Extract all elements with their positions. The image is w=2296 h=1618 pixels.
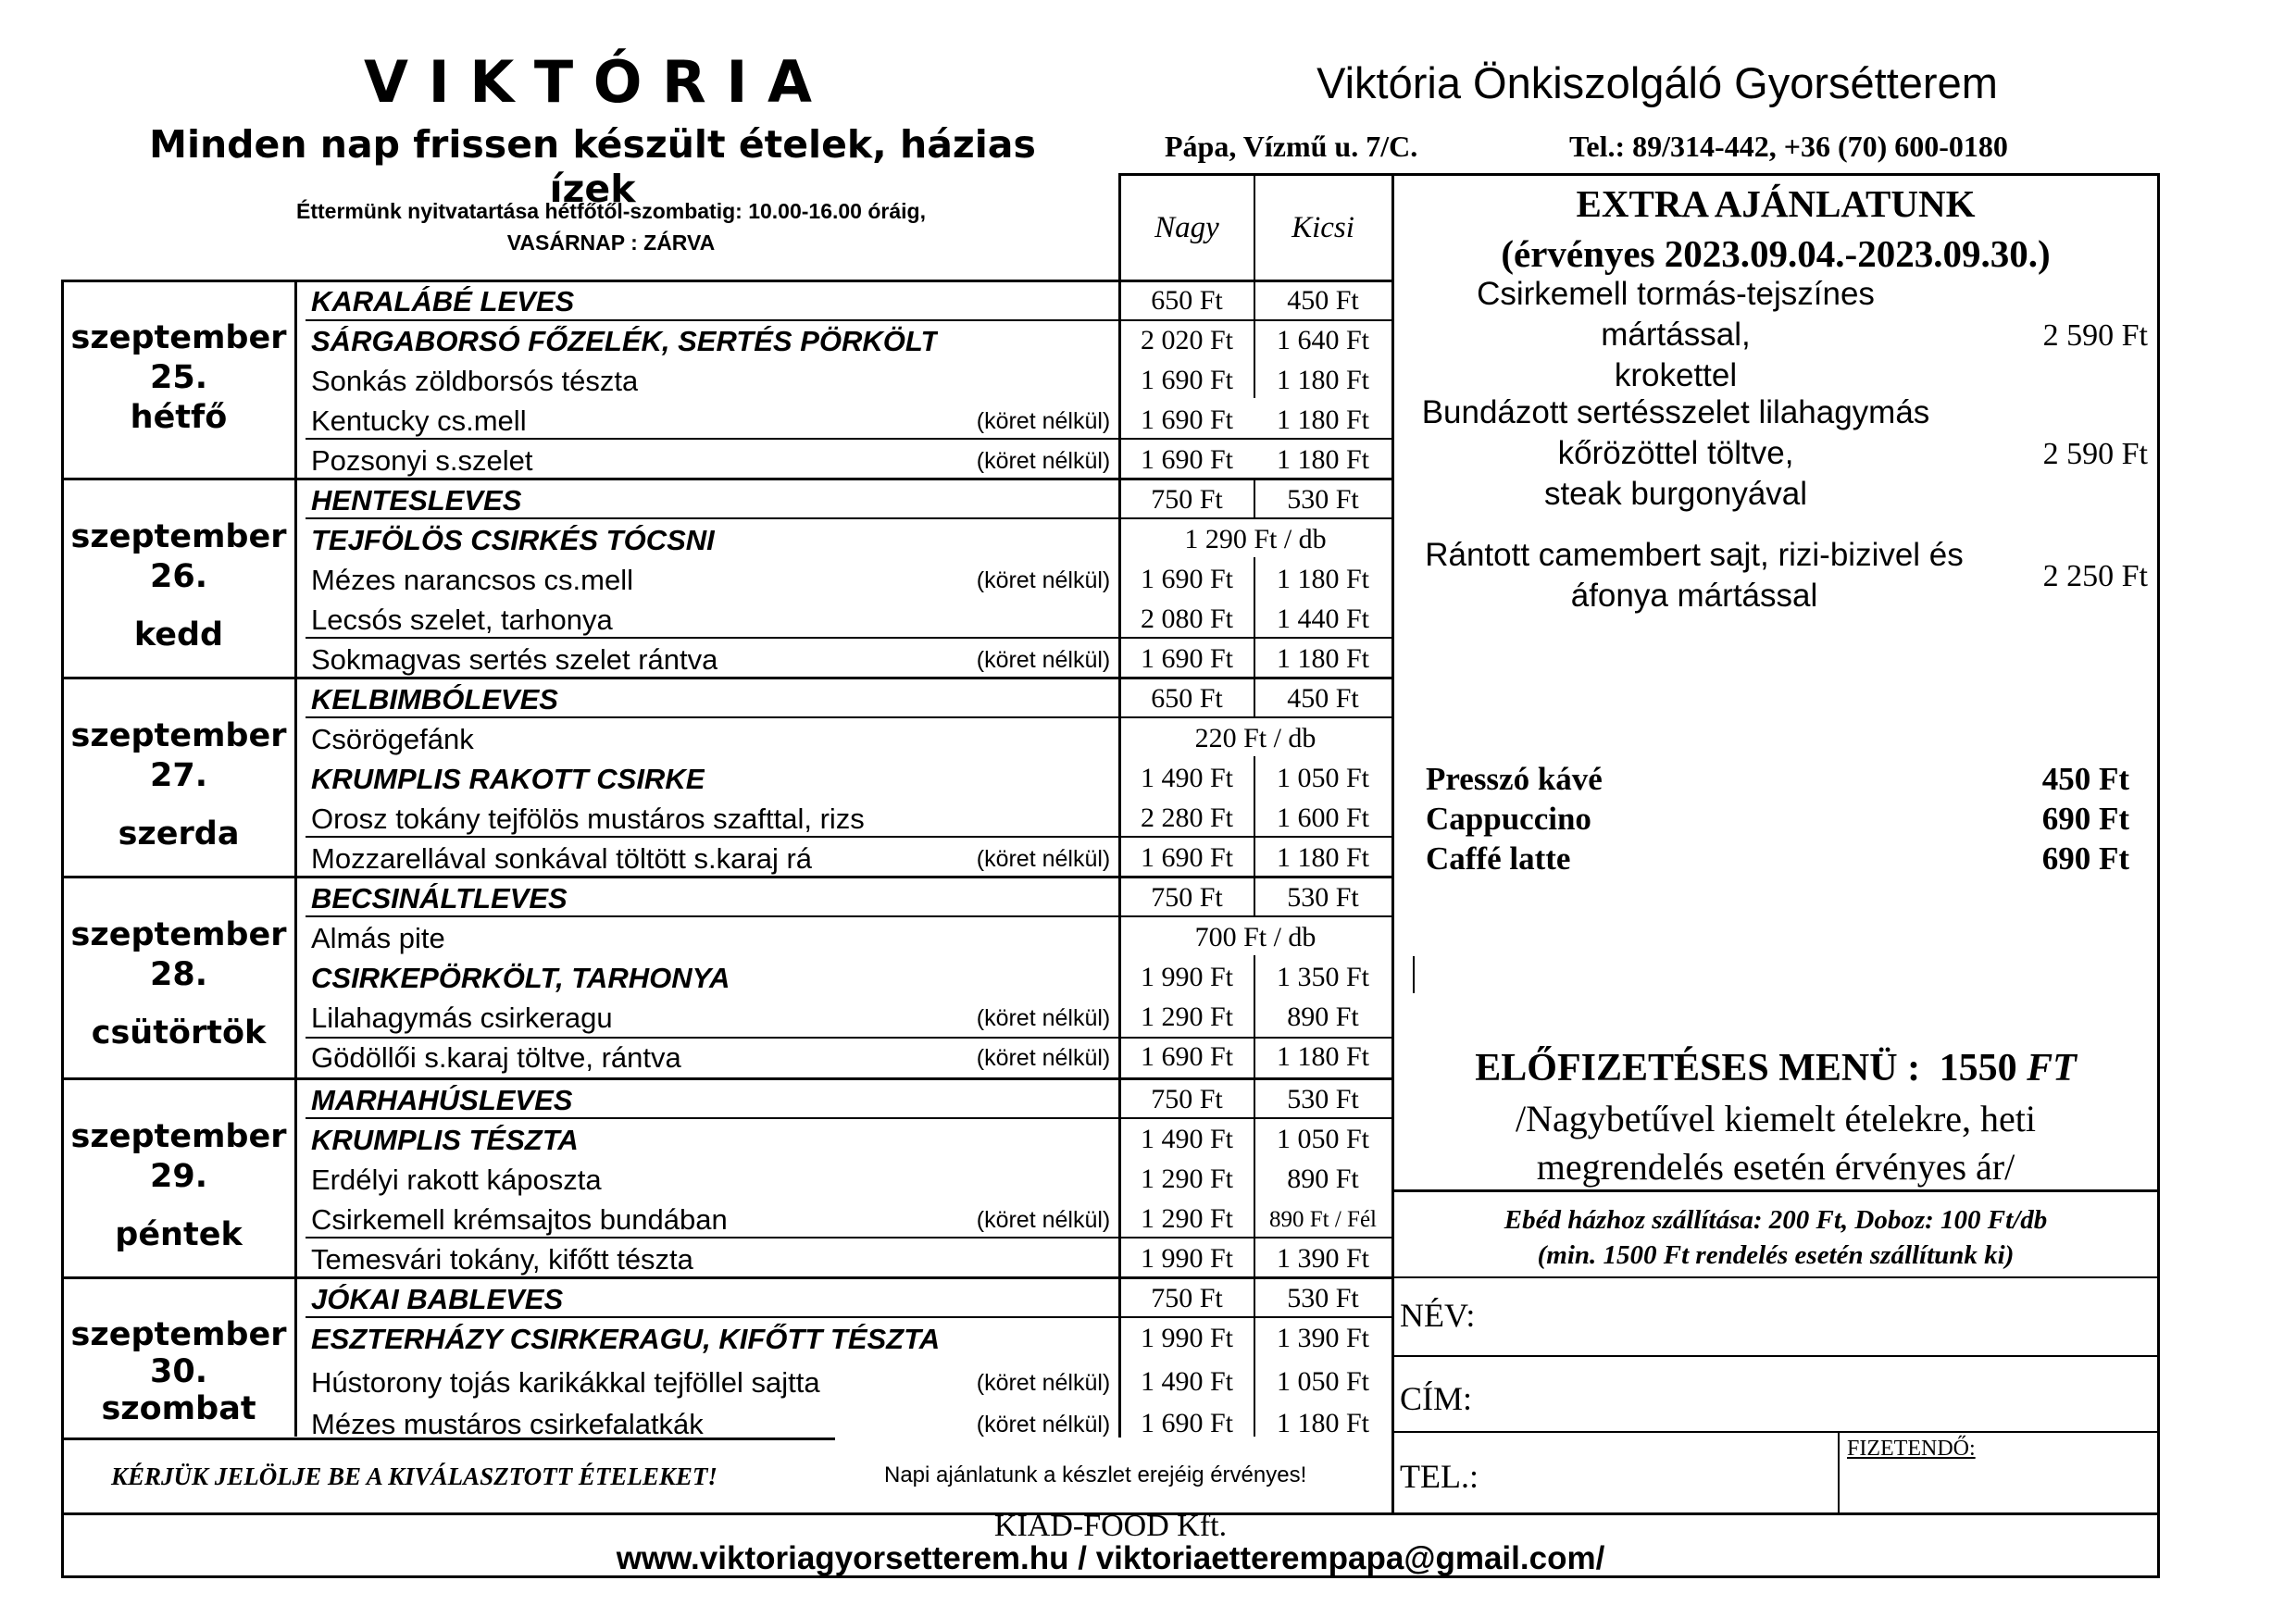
price-large: 1 990 Ft xyxy=(1140,962,1234,992)
day-weekday: szombat xyxy=(101,1390,256,1427)
opening-hours-line1: Éttermünk nyitvatartása hétfőtől-szombatig: 10.00-16.00 óráig, xyxy=(296,199,926,223)
menu-item-row[interactable] xyxy=(296,958,1391,998)
side-dish-note: (köret nélkül) xyxy=(976,846,1111,872)
price-small: 1 180 Ft xyxy=(1276,404,1370,435)
side-dish-note: (köret nélkül) xyxy=(976,448,1111,474)
delivery-info: (min. 1500 Ft rendelés esetén szállítunk ki) xyxy=(1537,1240,2015,1270)
day-label-friday xyxy=(63,1117,294,1255)
price-large: 750 Ft xyxy=(1151,1084,1223,1114)
dish-name: ESZTERHÁZY CSIRKERAGU, KIFŐTT TÉSZTA xyxy=(311,1323,941,1355)
price-large: 1 490 Ft xyxy=(1140,763,1234,793)
price-small: 890 Ft xyxy=(1287,1002,1359,1032)
price-small: 1 050 Ft xyxy=(1276,1366,1370,1397)
dish-name: Kentucky cs.mell xyxy=(311,404,527,437)
drink-name: Caffé latte xyxy=(1426,840,1571,877)
drink-name: Cappuccino xyxy=(1426,801,1591,837)
price-per-piece: 1 290 Ft / db xyxy=(1184,524,1327,554)
price-large: 1 290 Ft xyxy=(1140,1164,1234,1194)
day-label-monday xyxy=(63,318,294,438)
dish-name: CSIRKEPÖRKÖLT, TARHONYA xyxy=(311,962,730,994)
dish-name: Gödöllői s.karaj töltve, rántva xyxy=(311,1041,681,1074)
drink-item[interactable] xyxy=(1426,799,2129,839)
name-field-label[interactable]: NÉV: xyxy=(1400,1297,1476,1334)
brand-title: V I K T Ó R I A xyxy=(364,48,812,116)
price-large: 1 690 Ft xyxy=(1140,404,1234,435)
menu-item-row[interactable] xyxy=(296,1319,1391,1359)
price-large: 1 690 Ft xyxy=(1140,643,1234,674)
menu-item-row[interactable] xyxy=(296,441,1391,480)
address-field-label[interactable]: CÍM: xyxy=(1400,1380,1473,1417)
dish-name: HENTESLEVES xyxy=(311,484,522,517)
price-small: 450 Ft xyxy=(1287,683,1359,714)
dish-name: Erdélyi rakott káposzta xyxy=(311,1164,602,1196)
phone-field-label[interactable]: TEL.: xyxy=(1400,1458,1479,1495)
dish-name: Temesvári tokány, kifőtt tészta xyxy=(311,1243,693,1276)
dish-name: KARALÁBÉ LEVES xyxy=(311,285,575,317)
price-per-piece: 220 Ft / db xyxy=(1194,723,1316,753)
day-label-saturday xyxy=(63,1316,294,1427)
dish-name: Mézes mustáros csirkefalatkák xyxy=(311,1408,704,1440)
extra-offer[interactable] xyxy=(1398,276,2148,398)
menu-item-row[interactable] xyxy=(296,1080,1391,1120)
mark-request: KÉRJÜK JELÖLJE BE A KIVÁLASZTOTT ÉTELEKET! xyxy=(111,1462,718,1490)
price-large: 1 690 Ft xyxy=(1140,444,1234,475)
price-large: 2 280 Ft xyxy=(1140,803,1234,833)
drink-name: Presszó kávé xyxy=(1426,761,1603,797)
price-large: 1 490 Ft xyxy=(1140,1366,1234,1397)
stock-note: Napi ajánlatunk a készlet erejéig érvényes! xyxy=(884,1462,1307,1487)
day-date: 25. xyxy=(149,359,207,396)
side-dish-note: (köret nélkül) xyxy=(976,1412,1111,1438)
price-large: 1 690 Ft xyxy=(1140,842,1234,873)
day-date: 27. xyxy=(149,757,207,794)
menu-item-row[interactable] xyxy=(296,1404,1391,1444)
price-small: 1 050 Ft xyxy=(1276,1124,1370,1154)
dish-name: Csörögefánk xyxy=(311,723,474,755)
subscription-note: /Nagybetűvel kiemelt ételekre, heti xyxy=(1516,1098,2036,1139)
opening-hours-line2: VASÁRNAP : ZÁRVA xyxy=(506,230,716,255)
price-large: 750 Ft xyxy=(1151,484,1223,515)
dish-name: Mozzarellával sonkával töltött s.karaj rá xyxy=(311,842,813,875)
subscription-unit: FT xyxy=(2027,1047,2077,1089)
price-small: 1 350 Ft xyxy=(1276,962,1370,992)
extra-validity: (érvényes 2023.09.04.-2023.09.30.) xyxy=(1501,232,2051,275)
price-large: 2 080 Ft xyxy=(1140,604,1234,634)
dish-name: Lecsós szelet, tarhonya xyxy=(311,604,613,636)
day-month: szeptember xyxy=(70,319,287,356)
dish-name: Hústorony tojás karikákkal tejföllel sajtta xyxy=(311,1366,820,1399)
dish-name: Lilahagymás csirkeragu xyxy=(311,1002,613,1034)
subscription-note: megrendelés esetén érvényes ár/ xyxy=(1536,1146,2015,1188)
menu-item-row[interactable] xyxy=(296,1120,1391,1160)
dish-name: KRUMPLIS RAKOTT CSIRKE xyxy=(311,763,705,795)
day-month: szeptember xyxy=(70,717,287,754)
dish-name: Mézes narancsos cs.mell xyxy=(311,564,634,596)
price-per-piece: 700 Ft / db xyxy=(1194,922,1316,952)
drink-item[interactable] xyxy=(1426,759,2129,799)
price-large: 1 290 Ft xyxy=(1140,1002,1234,1032)
payable-field-label[interactable]: FIZETENDŐ: xyxy=(1847,1437,1976,1461)
menu-item-row[interactable] xyxy=(296,640,1391,679)
day-date: 26. xyxy=(149,558,207,595)
price-large: 1 490 Ft xyxy=(1140,1124,1234,1154)
dish-name: Almás pite xyxy=(311,922,445,954)
side-dish-note: (köret nélkül) xyxy=(976,408,1111,434)
menu-item-row[interactable] xyxy=(296,918,1391,958)
extra-title: EXTRA AJÁNLATUNK xyxy=(1576,182,1976,225)
extra-offer-line: Csirkemell tormás-tejszínes xyxy=(1477,276,1875,312)
drink-price: 690 Ft xyxy=(2041,840,2129,877)
day-date: 30. xyxy=(149,1353,207,1390)
price-small: 1 180 Ft xyxy=(1276,365,1370,395)
dish-name: MARHAHÚSLEVES xyxy=(311,1084,573,1116)
price-small: 1 180 Ft xyxy=(1276,842,1370,873)
menu-item-row[interactable] xyxy=(296,560,1391,600)
price-large: 2 020 Ft xyxy=(1140,325,1234,355)
menu-item-row[interactable] xyxy=(296,799,1391,839)
menu-item-row[interactable] xyxy=(296,1160,1391,1200)
phone: Tel.: 89/314-442, +36 (70) 600-0180 xyxy=(1569,130,2008,163)
side-dish-note: (köret nélkül) xyxy=(976,1370,1111,1396)
price-large: 650 Ft xyxy=(1151,683,1223,714)
dish-name: Sokmagvas sertés szelet rántva xyxy=(311,643,718,676)
menu-item-row[interactable] xyxy=(296,719,1391,759)
dish-name: TEJFÖLÖS CSIRKÉS TÓCSNI xyxy=(311,524,715,556)
column-header-nagy: Nagy xyxy=(1154,211,1219,244)
subscription-title xyxy=(1394,1046,2157,1090)
price-small: 1 390 Ft xyxy=(1276,1243,1370,1274)
day-weekday: szerda xyxy=(118,815,240,853)
day-label-thursday xyxy=(63,915,294,1053)
subscription-label: ELŐFIZETÉSES MENÜ : xyxy=(1475,1047,1921,1089)
day-label-tuesday xyxy=(63,517,294,655)
drink-price: 450 Ft xyxy=(2041,761,2129,797)
price-small: 530 Ft xyxy=(1287,484,1359,515)
menu-item-row[interactable] xyxy=(296,839,1391,878)
price-small: 1 180 Ft xyxy=(1276,564,1370,594)
menu-item-row[interactable] xyxy=(296,878,1391,918)
price-small: 1 180 Ft xyxy=(1276,444,1370,475)
price-small: 890 Ft / Fél xyxy=(1269,1207,1377,1232)
extra-offer-line: krokettel xyxy=(1614,357,1738,393)
side-dish-note: (köret nélkül) xyxy=(976,1005,1111,1031)
extra-offer-price: 2 590 Ft xyxy=(2042,318,2148,353)
column-header-kicsi: Kicsi xyxy=(1292,211,1354,244)
menu-item-row[interactable] xyxy=(296,1363,1391,1402)
extra-offer-price: 2 250 Ft xyxy=(2042,559,2148,593)
dish-name: SÁRGABORSÓ FŐZELÉK, SERTÉS PÖRKÖLT xyxy=(311,325,939,357)
price-small: 530 Ft xyxy=(1287,882,1359,913)
price-small: 530 Ft xyxy=(1287,1084,1359,1114)
subscription-price: 1550 xyxy=(1939,1047,2017,1089)
website-email[interactable]: www.viktoriagyorsetterem.hu / viktoriaetterempapa@gmail.com/ xyxy=(616,1540,1605,1576)
price-large: 1 690 Ft xyxy=(1140,1408,1234,1438)
side-dish-note: (köret nélkül) xyxy=(976,647,1111,673)
slogan: Minden nap frissen készült ételek, házias ízek xyxy=(149,122,1036,211)
price-small: 1 390 Ft xyxy=(1276,1323,1370,1353)
extra-offer-price: 2 590 Ft xyxy=(2042,437,2148,471)
extra-offer-line: kőrözöttel töltve, xyxy=(1557,435,1794,471)
price-small: 1 180 Ft xyxy=(1276,1041,1370,1072)
day-date: 28. xyxy=(149,956,207,993)
extra-offer[interactable] xyxy=(1398,537,2148,620)
extra-offer-line: steak burgonyával xyxy=(1543,476,1808,512)
menu-item-row[interactable] xyxy=(296,401,1391,441)
menu-item-row[interactable] xyxy=(296,321,1391,361)
dish-name: Orosz tokány tejfölös mustáros szafttal, rizs xyxy=(311,803,865,835)
company-name: KIAD-FOOD Kft. xyxy=(993,1509,1228,1543)
price-small: 890 Ft xyxy=(1287,1164,1359,1194)
dish-name: JÓKAI BABLEVES xyxy=(311,1283,564,1315)
dish-name: KRUMPLIS TÉSZTA xyxy=(311,1124,579,1156)
price-large: 1 990 Ft xyxy=(1140,1243,1234,1274)
menu-item-row[interactable] xyxy=(296,1200,1391,1239)
dish-name: BECSINÁLTLEVES xyxy=(311,882,568,915)
day-month: szeptember xyxy=(70,916,287,953)
day-weekday: péntek xyxy=(115,1216,243,1253)
menu-item-row[interactable] xyxy=(296,600,1391,640)
price-large: 1 690 Ft xyxy=(1140,1041,1234,1072)
restaurant-name: Viktória Önkiszolgáló Gyorsétterem xyxy=(1316,58,1998,107)
dish-name: Csirkemell krémsajtos bundában xyxy=(311,1203,728,1236)
price-small: 530 Ft xyxy=(1287,1283,1359,1313)
price-large: 1 690 Ft xyxy=(1140,564,1234,594)
address: Pápa, Vízmű u. 7/C. xyxy=(1165,130,1418,163)
dish-name: Pozsonyi s.szelet xyxy=(311,444,533,477)
day-weekday: kedd xyxy=(133,616,224,653)
price-small: 1 640 Ft xyxy=(1276,325,1370,355)
menu-item-row[interactable] xyxy=(296,679,1391,719)
day-weekday: hétfő xyxy=(130,399,228,436)
price-large: 650 Ft xyxy=(1151,285,1223,316)
menu-item-row[interactable] xyxy=(296,281,1391,321)
dish-name: Sonkás zöldborsós tészta xyxy=(311,365,639,397)
price-large: 1 690 Ft xyxy=(1140,365,1234,395)
day-month: szeptember xyxy=(70,1316,287,1353)
price-large: 1 290 Ft xyxy=(1140,1203,1234,1234)
extra-offer-line: mártással, xyxy=(1601,317,1751,353)
menu-item-row[interactable] xyxy=(296,998,1391,1038)
price-small: 1 050 Ft xyxy=(1276,763,1370,793)
extra-offer-line: Bundázott sertésszelet lilahagymás xyxy=(1421,394,1930,430)
drink-item[interactable] xyxy=(1426,839,2129,878)
delivery-info: Ebéd házhoz szállítása: 200 Ft, Doboz: 100 Ft/db xyxy=(1504,1205,2048,1235)
price-small: 1 600 Ft xyxy=(1276,803,1370,833)
day-date: 29. xyxy=(149,1158,207,1195)
price-large: 750 Ft xyxy=(1151,1283,1223,1313)
menu-item-row[interactable] xyxy=(296,361,1391,401)
price-small: 1 180 Ft xyxy=(1276,643,1370,674)
side-dish-note: (köret nélkül) xyxy=(976,1045,1111,1071)
menu-item-row[interactable] xyxy=(296,759,1391,799)
price-small: 450 Ft xyxy=(1287,285,1359,316)
drink-price: 690 Ft xyxy=(2041,801,2129,837)
menu-item-row[interactable] xyxy=(296,1279,1391,1319)
menu-item-row[interactable] xyxy=(296,1239,1391,1279)
menu-item-row[interactable] xyxy=(296,1038,1391,1077)
day-weekday: csütörtök xyxy=(91,1014,267,1052)
day-month: szeptember xyxy=(70,518,287,555)
extra-offer-line: áfonya mártással xyxy=(1570,578,1818,614)
price-large: 1 990 Ft xyxy=(1140,1323,1234,1353)
extra-offer[interactable] xyxy=(1398,394,2148,517)
menu-item-row[interactable] xyxy=(296,480,1391,520)
extra-offer-line: Rántott camembert sajt, rizi-bizivel és xyxy=(1425,537,1964,573)
price-large: 750 Ft xyxy=(1151,882,1223,913)
side-dish-note: (köret nélkül) xyxy=(976,567,1111,593)
drinks-list xyxy=(1426,759,2129,878)
menu-item-row[interactable] xyxy=(296,520,1391,560)
price-small: 1 180 Ft xyxy=(1276,1408,1370,1438)
day-month: szeptember xyxy=(70,1118,287,1155)
price-small: 1 440 Ft xyxy=(1276,604,1370,634)
dish-name: KELBIMBÓLEVES xyxy=(311,683,558,716)
side-dish-note: (köret nélkül) xyxy=(976,1207,1111,1233)
day-label-wednesday xyxy=(63,716,294,854)
